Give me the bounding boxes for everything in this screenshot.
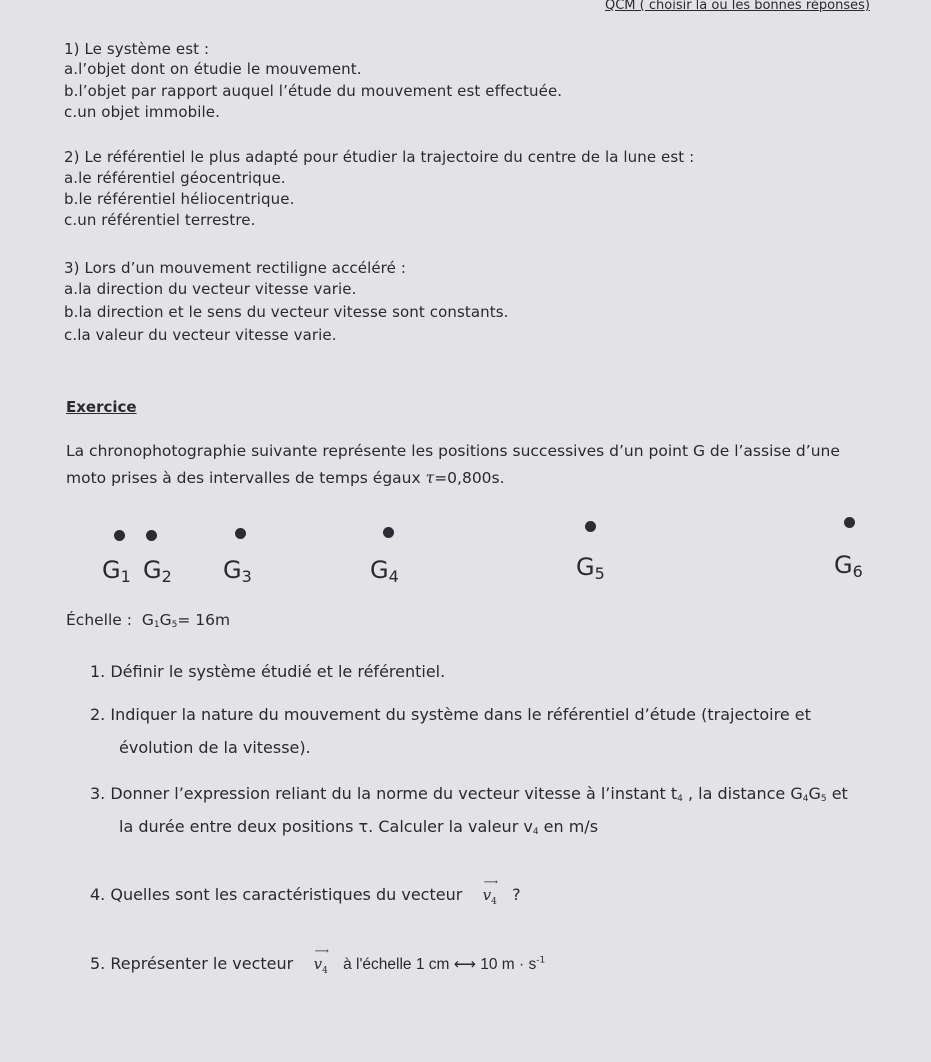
- exercise-question-2-line1: 2. Indiquer la nature du mouvement du système dans le référentiel d’étude (trajectoire et: [90, 705, 811, 724]
- exercise-question-1: 1. Définir le système étudié et le référentiel.: [90, 662, 446, 681]
- question-1: 1) Le système est :: [64, 40, 210, 58]
- exercise-question-3-line1: 3. Donner l’expression reliant du la norme du vecteur vitesse à l’instant t4 , la distance G4G5 et: [90, 784, 848, 804]
- exercise-question-3-line2: la durée entre deux positions τ. Calculer la valeur v4 en m/s: [119, 817, 599, 837]
- exercise-question-2-line2: évolution de la vitesse).: [119, 738, 311, 757]
- question-2-option-a: a.le référentiel géocentrique.: [64, 169, 286, 187]
- question-3-option-c: c.la valeur du vecteur vitesse varie.: [64, 326, 337, 344]
- point-g6-label: $G_6$: [834, 551, 863, 581]
- exercise-question-4: 4. Quelles sont les caractéristiques du vecteur ⟶ $v_4$ ?: [90, 877, 521, 907]
- exercice-intro-line2: moto prises à des intervalles de temps égaux τ=0,800s.: [66, 469, 505, 487]
- question-2: 2) Le référentiel le plus adapté pour étudier la trajectoire du centre de la lune est :: [64, 148, 695, 166]
- vector-v4-symbol-q5: ⟶ $v_4$: [313, 946, 329, 976]
- point-g1-label: $G_1$: [102, 556, 131, 586]
- scale-line: Échelle : G1G5= 16m: [66, 611, 231, 630]
- question-3-option-b: b.la direction et le sens du vecteur vitesse sont constants.: [64, 303, 509, 321]
- point-g4-label: $G_4$: [370, 556, 399, 586]
- question-3-option-a: a.la direction du vecteur vitesse varie.: [64, 280, 357, 298]
- vector-v4-symbol: ⟶ $v_4$: [482, 877, 498, 907]
- point-g2-dot: [146, 530, 157, 541]
- question-3: 3) Lors d’un mouvement rectiligne accéléré :: [64, 259, 406, 277]
- point-g6-dot: [844, 517, 855, 528]
- question-1-option-b: b.l’objet par rapport auquel l’étude du mouvement est effectuée.: [64, 82, 563, 100]
- exercise-question-5: 5. Représenter le vecteur ⟶ $v_4$ à l'échelle 1 cm ⟷ 10 $m \cdot s^{-1}$: [90, 946, 546, 976]
- exercice-heading: Exercice: [66, 398, 137, 416]
- point-g5-label: $G_5$: [576, 553, 605, 583]
- point-g1-dot: [114, 530, 125, 541]
- point-g4-dot: [383, 527, 394, 538]
- point-g3-dot: [235, 528, 246, 539]
- question-1-option-a: a.l’objet dont on étudie le mouvement.: [64, 60, 362, 78]
- point-g5-dot: [585, 521, 596, 532]
- exercice-intro-line1: La chronophotographie suivante représente les positions successives d’un point G de l’assise d’une: [66, 442, 840, 460]
- point-g2-label: $G_2$: [143, 556, 172, 586]
- qcm-title: QCM ( choisir la ou les bonnes réponses): [605, 0, 870, 13]
- question-2-option-c: c.un référentiel terrestre.: [64, 211, 256, 229]
- scale-g1g5: G1G5: [141, 611, 178, 630]
- question-1-option-c: c.un objet immobile.: [64, 103, 220, 121]
- point-g3-label: $G_3$: [223, 556, 252, 586]
- question-2-option-b: b.le référentiel héliocentrique.: [64, 190, 295, 208]
